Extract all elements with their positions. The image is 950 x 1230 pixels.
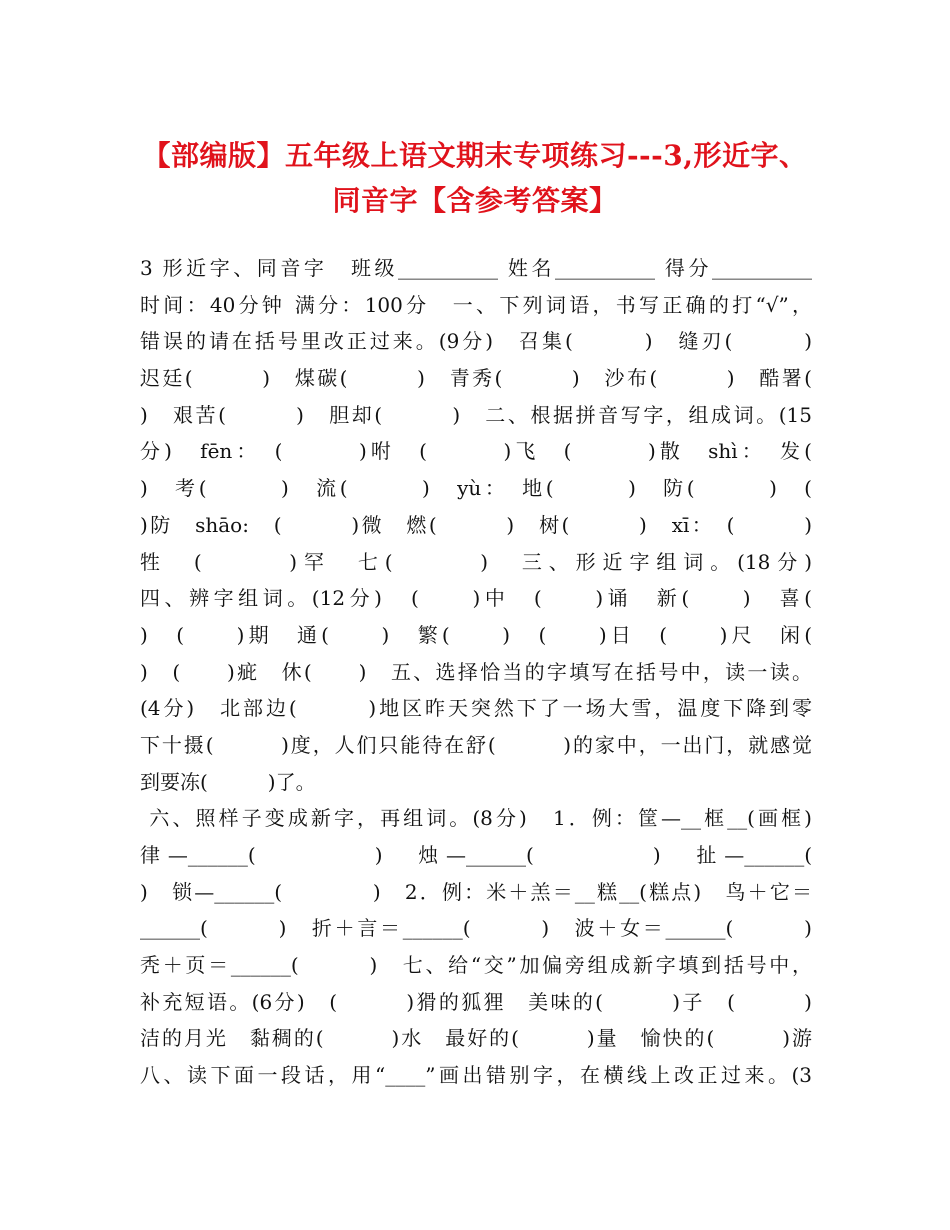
body-line-13: (4分) 北部边( )地区昨天突然下了一场大雪，温度下降到零 — [140, 696, 812, 721]
body-line-21: 补充短语。(6分) ( )猾的狐狸 美味的( )子 ( ) — [140, 989, 812, 1014]
body-line-9: 牲 ( )罕 七( ) 三、形近字组词。(18分) — [140, 549, 812, 574]
body-line-23: 八、读下面一段话，用“____”画出错别字，在横线上改正过来。(3 — [140, 1063, 812, 1088]
body-line-16: 六、照样子变成新字，再组词。(8分) 1．例：筐—__框__(画框) — [140, 806, 812, 831]
body-line-3: 错误的请在括号里改正过来。(9分) 召集( ) 缝刃( ) — [140, 329, 812, 354]
body-line-12: ) ( )疵 休( ) 五、选择恰当的字填写在括号中，读一读。 — [140, 659, 812, 684]
document-title-line-2: 同音字【含参考答案】 — [332, 184, 618, 217]
body-line-5: ) 艰苦( ) 胆却( ) 二、根据拼音写字，组成词。(15 — [140, 402, 812, 427]
body-line-11: ) ( )期 通( ) 繁( ) ( )日 ( )尺 闲( — [140, 622, 812, 647]
body-line-17: 律—______( ) 烛—______( ) 扯—______( — [140, 843, 812, 867]
body-line-4: 迟廷( ) 煤碳( ) 青秀( ) 沙布( ) 酷署( — [140, 366, 812, 391]
body-line-15: 到要冻( )了。 — [140, 769, 316, 794]
body-line-1: 3 形近字、同音字 班级__________ 姓名__________ 得分__________ — [140, 256, 812, 280]
document-title-line-1: 【部编版】五年级上语文期末专项练习---3,形近字、 — [142, 139, 808, 172]
body-line-14: 下十摄( )度，人们只能待在舒( )的家中，一出门，就感觉 — [140, 732, 812, 757]
body-line-6: 分) fēn： ( )咐 ( )飞 ( )散 shì： 发( — [140, 439, 812, 464]
document-body — [140, 250, 812, 1094]
body-line-18: ) 锁—______( ) 2．例：米＋羔＝__糕__(糕点) 鸟＋它＝ — [140, 879, 812, 904]
body-line-8: )防 shāo: ( )微 燃( ) 树( ) xī： ( ) — [140, 512, 812, 537]
body-line-2: 时间：40分钟 满分：100分 一、下列词语，书写正确的打“√”， — [140, 292, 812, 317]
body-line-7: ) 考( ) 流( ) yù： 地( ) 防( ) ( — [140, 476, 812, 501]
body-line-22: 洁的月光 黏稠的( )水 最好的( )量 愉快的( )游 — [140, 1026, 812, 1051]
body-line-19: ______( ) 折＋言＝______( ) 波＋女＝______( ) — [140, 916, 812, 941]
body-line-20: 秃＋页＝______( ) 七、给“交”加偏旁组成新字填到括号中， — [140, 953, 812, 978]
body-line-10: 四、辨字组词。(12分) ( )中 ( )诵 新( ) 喜( — [140, 586, 812, 611]
